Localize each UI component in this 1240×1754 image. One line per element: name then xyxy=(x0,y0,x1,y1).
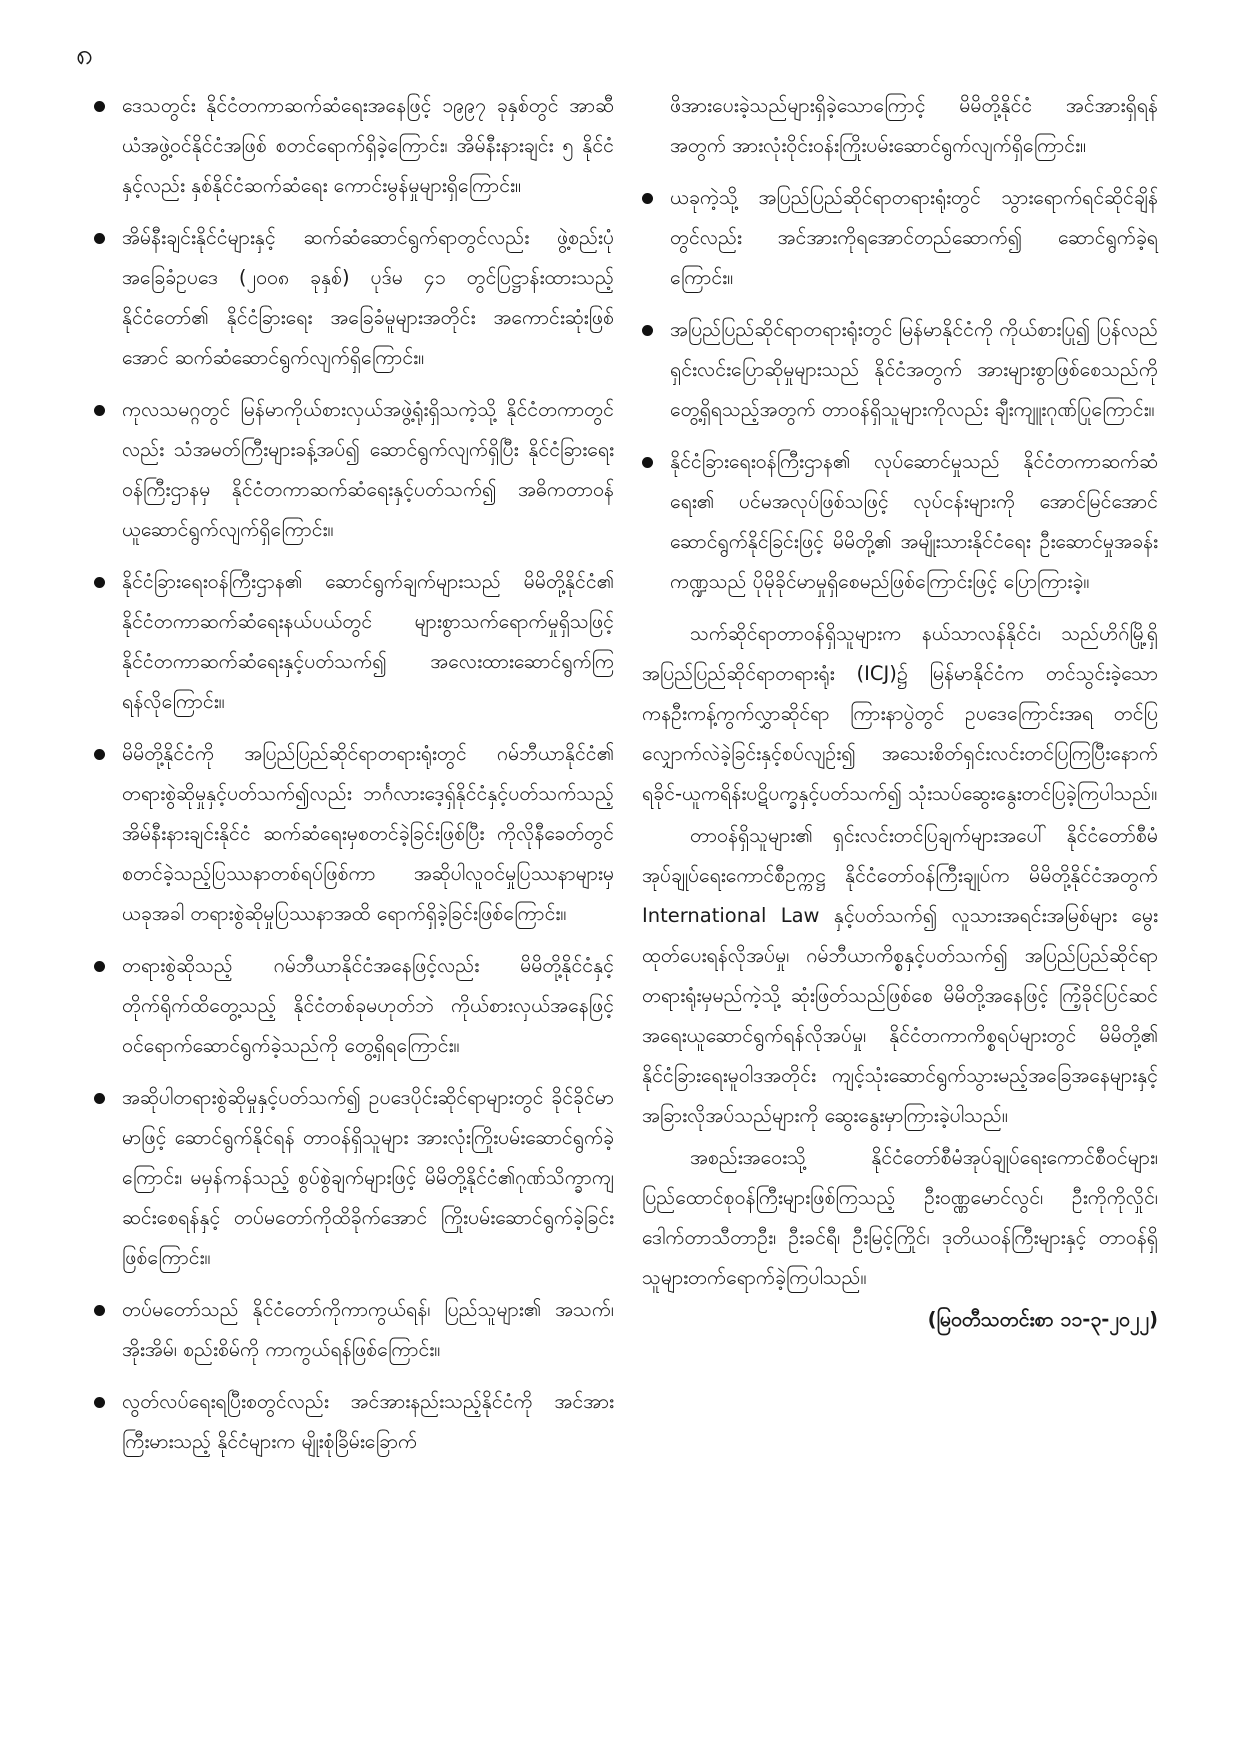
list-item xyxy=(94,562,614,722)
bullet-icon xyxy=(642,193,653,204)
bullet-text: ကုလသမဂ္ဂတွင် မြန်မာကိုယ်စားလှယ်အဖွဲ့ရုံးရှိသကဲ့သို့ နိုင်ငံတကာတွင်လည်း သံအမတ်ကြီးများခန့်အပ်၍ ဆောင်ရွက်လျက်ရှိပြီး နိုင်ငံခြားရေးဝန်ကြီးဌာနမှ နိုင်ငံတကာဆက်ဆံရေးနှင့်ပတ်သက်၍ အဓိကတာဝန်ယူဆောင်ရွက်လျက်ရှိကြောင်း။ xyxy=(122,398,614,541)
continued-bullet-text: ဖိအားပေးခဲ့သည်များရှိခဲ့သောကြောင့် မိမိတို့နိုင်ငံ အင်အားရှိရန်အတွက် အားလုံးဝိုင်းဝန်းကြိုးပမ်းဆောင်ရွက်လျက်ရှိကြောင်း။ xyxy=(670,94,1158,157)
bullet-text: ဒေသတွင်း နိုင်ငံတကာဆက်ဆံရေးအနေဖြင့် ၁၉၉၇ ခုနှစ်တွင် အာဆီယံအဖွဲ့ဝင်နိုင်ငံအဖြစ် စတင်ရောက်ရှိခဲ့ကြောင်း၊ အိမ်နီးနားချင်း ၅ နိုင်ငံနှင့်လည်း နှစ်နိုင်ငံဆက်ဆံရေး ကောင်းမွန်မှုများရှိကြောင်း။ xyxy=(122,94,614,197)
bullet-text: မိမိတို့နိုင်ငံကို အပြည်ပြည်ဆိုင်ရာတရားရုံးတွင် ဂမ်ဘီယာနိုင်ငံ၏ တရားစွဲဆိုမှုနှင့်ပတ်သက်၍လည်း ဘင်္ဂလားဒေ့ရှ်နိုင်ငံနှင့်ပတ်သက်သည့် အိမ်နီးနားချင်းနိုင်ငံ ဆက်ဆံရေးမှစတင်ခဲ့ခြင်းဖြစ်ပြီး ကိုလိုနီခေတ်တွင် စတင်ခဲ့သည့်ပြဿနာတစ်ရပ်ဖြစ်ကာ အဆိုပါလူဝင်မှုပြဿနာများမှ ယခုအခါ တရားစွဲဆိုမှုပြဿနာအထိ ရောက်ရှိခဲ့ခြင်းဖြစ်ကြောင်း။ xyxy=(122,742,614,925)
bullet-icon xyxy=(94,577,105,588)
list-item xyxy=(94,218,614,378)
bullet-text: နိုင်ငံခြားရေးဝန်ကြီးဌာန၏ ဆောင်ရွက်ချက်များသည် မိမိတို့နိုင်ငံ၏ နိုင်ငံတကာဆက်ဆံရေးနယ်ပယ်တွင် များစွာသက်ရောက်မှုရှိသဖြင့် နိုင်ငံတကာဆက်ဆံရေးနှင့်ပတ်သက်၍ အလေးထားဆောင်ရွက်ကြရန်လိုကြောင်း။ xyxy=(122,570,614,713)
bullet-text: နိုင်ငံခြားရေးဝန်ကြီးဌာန၏ လုပ်ဆောင်မှုသည် နိုင်ငံတကာဆက်ဆံရေး၏ ပင်မအလုပ်ဖြစ်သဖြင့် လုပ်ငန်းများကို အောင်မြင်အောင် ဆောင်ရွက်နိုင်ခြင်းဖြင့် မိမိတို့၏ အမျိုးသားနိုင်ငံရေး ဦးဆောင်မှုအခန်းကဏ္ဍသည် ပိုမိုခိုင်မာမှုရှိစေမည်ဖြစ်ကြောင်းဖြင့် ပြောကြားခဲ့။ xyxy=(670,450,1158,593)
bullet-icon xyxy=(94,405,105,416)
right-bullet-list xyxy=(642,178,1158,602)
list-item xyxy=(642,178,1158,298)
bullet-text: ယခုကဲ့သို့ အပြည်ပြည်ဆိုင်ရာတရားရုံးတွင် သွားရောက်ရင်ဆိုင်ချိန်တွင်လည်း အင်အားကိုရအောင်တည်ဆောက်၍ ဆောင်ရွက်ခဲ့ရကြောင်း။ xyxy=(670,186,1158,289)
bullet-text: အိမ်နီးချင်းနိုင်ငံများနှင့် ဆက်ဆံဆောင်ရွက်ရာတွင်လည်း ဖွဲ့စည်းပုံအခြေခံဥပဒေ (၂၀၀၈ ခုနှစ်) ပုဒ်မ ၄၁ တွင်ပြဋ္ဌာန်းထားသည့် နိုင်ငံတော်၏ နိုင်ငံခြားရေး အခြေခံမူများအတိုင်း အကောင်းဆုံးဖြစ်အောင် ဆက်ဆံဆောင်ရွက်လျက်ရှိကြောင်း။ xyxy=(122,226,614,369)
bullet-icon xyxy=(94,101,105,112)
bullet-icon xyxy=(94,233,105,244)
list-item xyxy=(94,946,614,1066)
bullet-icon xyxy=(94,1093,105,1104)
body-paragraph: တာဝန်ရှိသူများ၏ ရှင်းလင်းတင်ပြချက်များအပေါ် နိုင်ငံတော်စီမံအုပ်ချုပ်ရေးကောင်စီဥက္ကဋ္ဌ နိုင်ငံတော်ဝန်ကြီးချုပ်က မိမိတို့နိုင်ငံအတွက် International Law နှင့်ပတ်သက်၍ လူသားအရင်းအမြစ်များ မွေးထုတ်ပေးရန်လိုအပ်မှု၊ ဂမ်ဘီယာကိစ္စနှင့်ပတ်သက်၍ အပြည်ပြည်ဆိုင်ရာတရားရုံးမှမည်ကဲ့သို့ ဆုံးဖြတ်သည်ဖြစ်စေ မိမိတို့အနေဖြင့် ကြံ့ခိုင်ပြင်ဆင်အရေးယူဆောင်ရွက်ရန်လိုအပ်မှု၊ နိုင်ငံတကာကိစ္စရပ်များတွင် မိမိတို့၏ နိုင်ငံခြားရေးမူဝါဒအတိုင်း ကျင့်သုံးဆောင်ရွက်သွားမည့်အခြေအနေများနှင့် အခြားလိုအပ်သည်များကို ဆွေးနွေးမှာကြားခဲ့ပါသည်။ xyxy=(642,824,1158,1127)
bullet-text: အပြည်ပြည်ဆိုင်ရာတရားရုံးတွင် မြန်မာနိုင်ငံကို ကိုယ်စားပြု၍ ပြန်လည်ရှင်းလင်းပြောဆိုမှုများသည် နိုင်ငံအတွက် အားများစွာဖြစ်စေသည်ကိုတွေ့ရှိရသည့်အတွက် တာဝန်ရှိသူများကိုလည်း ချီးကျူးဂုဏ်ပြုကြောင်း။ xyxy=(670,318,1158,421)
list-item xyxy=(94,1078,614,1278)
bullet-icon xyxy=(94,1397,105,1408)
bullet-icon xyxy=(94,749,105,760)
list-item xyxy=(94,1290,614,1370)
bullet-icon xyxy=(642,325,653,336)
body-paragraph: သက်ဆိုင်ရာတာဝန်ရှိသူများက နယ်သာလန်နိုင်ငံ၊ သည်ဟိဂ်မြို့ရှိ အပြည်ပြည်ဆိုင်ရာတရားရုံး (ICJ)၌ မြန်မာနိုင်ငံက တင်သွင်းခဲ့သော ကနဦးကန့်ကွက်လွှာဆိုင်ရာ ကြားနာပွဲတွင် ဥပဒေကြောင်းအရ တင်ပြလျှောက်လဲခဲ့ခြင်းနှင့်စပ်လျဉ်း၍ အသေးစိတ်ရှင်းလင်းတင်ပြကြပြီးနောက် ရခိုင်-ယူကရိန်းပဋိပက္ခနှင့်ပတ်သက်၍ သုံးသပ်ဆွေးနွေးတင်ပြခဲ့ကြပါသည်။ xyxy=(642,622,1158,805)
bullet-icon xyxy=(94,1305,105,1316)
bullet-icon xyxy=(642,457,653,468)
list-item xyxy=(94,734,614,934)
bullet-text: တပ်မတော်သည် နိုင်ငံတော်ကိုကာကွယ်ရန်၊ ပြည်သူများ၏ အသက်၊ အိုးအိမ်၊ စည်းစိမ်ကို ကာကွယ်ရန်ဖြစ်ကြောင်း။ xyxy=(122,1298,614,1361)
left-bullet-list xyxy=(94,86,614,1462)
bullet-text: အဆိုပါတရားစွဲဆိုမှုနှင့်ပတ်သက်၍ ဥပဒေပိုင်းဆိုင်ရာများတွင် ခိုင်ခိုင်မာမာဖြင့် ဆောင်ရွက်နိုင်ရန် တာဝန်ရှိသူများ အားလုံးကြိုးပမ်းဆောင်ရွက်ခဲ့ကြောင်း၊ မမှန်ကန်သည့် စွပ်စွဲချက်များဖြင့် မိမိတို့နိုင်ငံ၏ဂုဏ်သိက္ခာကျဆင်းစေရန်နှင့် တပ်မတော်ကိုထိခိုက်အောင် ကြိုးပမ်းဆောင်ရွက်ခဲ့ခြင်းဖြစ်ကြောင်း။ xyxy=(122,1086,614,1269)
list-item xyxy=(94,1382,614,1462)
left-column xyxy=(94,86,614,1474)
bullet-text: လွတ်လပ်ရေးရပြီးစတွင်လည်း အင်အားနည်းသည့်နိုင်ငံကို အင်အားကြီးမားသည့် နိုင်ငံများက မျိုးစုံခြိမ်းခြောက် xyxy=(122,1390,614,1453)
list-item xyxy=(642,310,1158,430)
page-number: ၈ xyxy=(76,37,94,72)
bullet-text: တရားစွဲဆိုသည့် ဂမ်ဘီယာနိုင်ငံအနေဖြင့်လည်း မိမိတို့နိုင်ငံနှင့် တိုက်ရိုက်ထိတွေ့သည့် နိုင်ငံတစ်ခုမဟုတ်ဘဲ ကိုယ်စားလှယ်အနေဖြင့် ဝင်ရောက်ဆောင်ရွက်ခဲ့သည်ကို တွေ့ရှိရကြောင်း။ xyxy=(122,954,614,1057)
source-citation: (မြဝတီသတင်းစာ ၁၁-၃-၂၀၂၂) xyxy=(927,1308,1158,1331)
right-column xyxy=(642,86,1158,1340)
list-item xyxy=(642,442,1158,602)
body-paragraph: အစည်းအဝေးသို့ နိုင်ငံတော်စီမံအုပ်ချုပ်ရေးကောင်စီဝင်များ၊ ပြည်ထောင်စုဝန်ကြီးများဖြစ်ကြသည့် ဦးဝဏ္ဏမောင်လွင်၊ ဦးကိုကိုလှိုင်၊ ဒေါက်တာသီတာဦး၊ ဦးခင်ရီ၊ ဦးမြင့်ကြိုင်၊ ဒုတိယဝန်ကြီးများနှင့် တာဝန်ရှိသူများတက်ရောက်ခဲ့ကြပါသည်။ xyxy=(642,1146,1158,1289)
list-item xyxy=(94,390,614,550)
bullet-icon xyxy=(94,961,105,972)
list-item xyxy=(94,86,614,206)
